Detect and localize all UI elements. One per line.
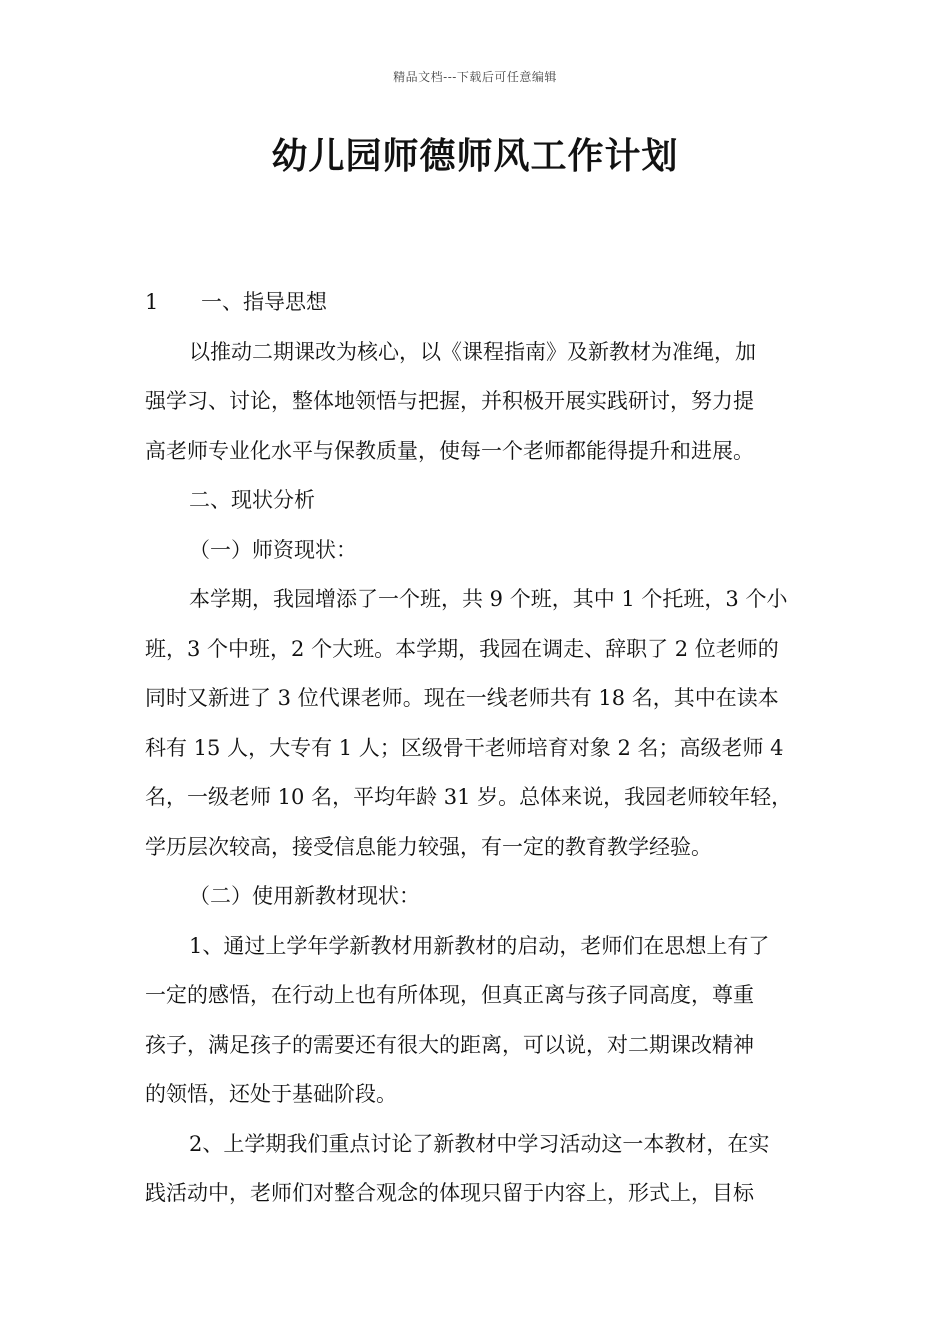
paragraph-line: 班，3 个中班，2 个大班。本学期，我园在调走、辞职了 2 位老师的 (145, 636, 779, 661)
header-note: 精品文档---下载后可任意编辑 (393, 70, 557, 84)
paragraph-line: 践活动中，老师们对整合观念的体现只留于内容上，形式上，目标 (145, 1181, 754, 1205)
paragraph-line: 1、通过上学年学新教材用新教材的启动，老师们在思想上有了 (189, 933, 770, 958)
paragraph-line: 学历层次较高，接受信息能力较强，有一定的教育教学经验。 (145, 834, 712, 859)
paragraph-line: 孩子，满足孩子的需要还有很大的距离，可以说，对二期课改精神 (145, 1032, 754, 1057)
paragraph-line: 同时又新进了 3 位代课老师。现在一线老师共有 18 名，其中在读本 (145, 686, 779, 710)
paragraph-line: 强学习、讨论，整体地领悟与把握，并积极开展实践研讨，努力提 (145, 389, 754, 413)
document-title: 幼儿园师德师风工作计划 (271, 136, 679, 177)
subsection-heading-new-materials-status: （二）使用新教材现状： (189, 884, 420, 908)
paragraph-line: 高老师专业化水平与保教质量，使每一个老师都能得提升和进展。 (145, 438, 754, 463)
paragraph-line: 一定的感悟，在行动上也有所体现，但真正离与孩子同高度，尊重 (145, 983, 754, 1007)
paragraph-line: 科有 15 人，大专有 1 人；区级骨干老师培育对象 2 名；高级老师 4 (145, 735, 784, 760)
paragraph-line: 名，一级老师 10 名，平均年龄 31 岁。总体来说，我园老师较年轻， (145, 785, 793, 809)
section-heading-status-analysis: 二、现状分析 (189, 488, 315, 512)
subsection-heading-teacher-status: （一）师资现状： (189, 537, 357, 562)
document-body (145, 278, 815, 1219)
paragraph-line: 的领悟，还处于基础阶段。 (145, 1082, 397, 1106)
paragraph-line: 以推动二期课改为核心，以《课程指南》及新教材为准绳，加 (189, 339, 756, 364)
paragraph-line: 本学期，我园增添了一个班，共 9 个班，其中 1 个托班，3 个小 (189, 587, 788, 611)
section-number: 1 (145, 290, 159, 314)
section-heading-guiding-ideology (145, 278, 815, 328)
section-heading-text: 一、指导思想 (201, 290, 327, 314)
paragraph-line: 2、上学期我们重点讨论了新教材中学习活动这一本教材，在实 (189, 1131, 770, 1156)
